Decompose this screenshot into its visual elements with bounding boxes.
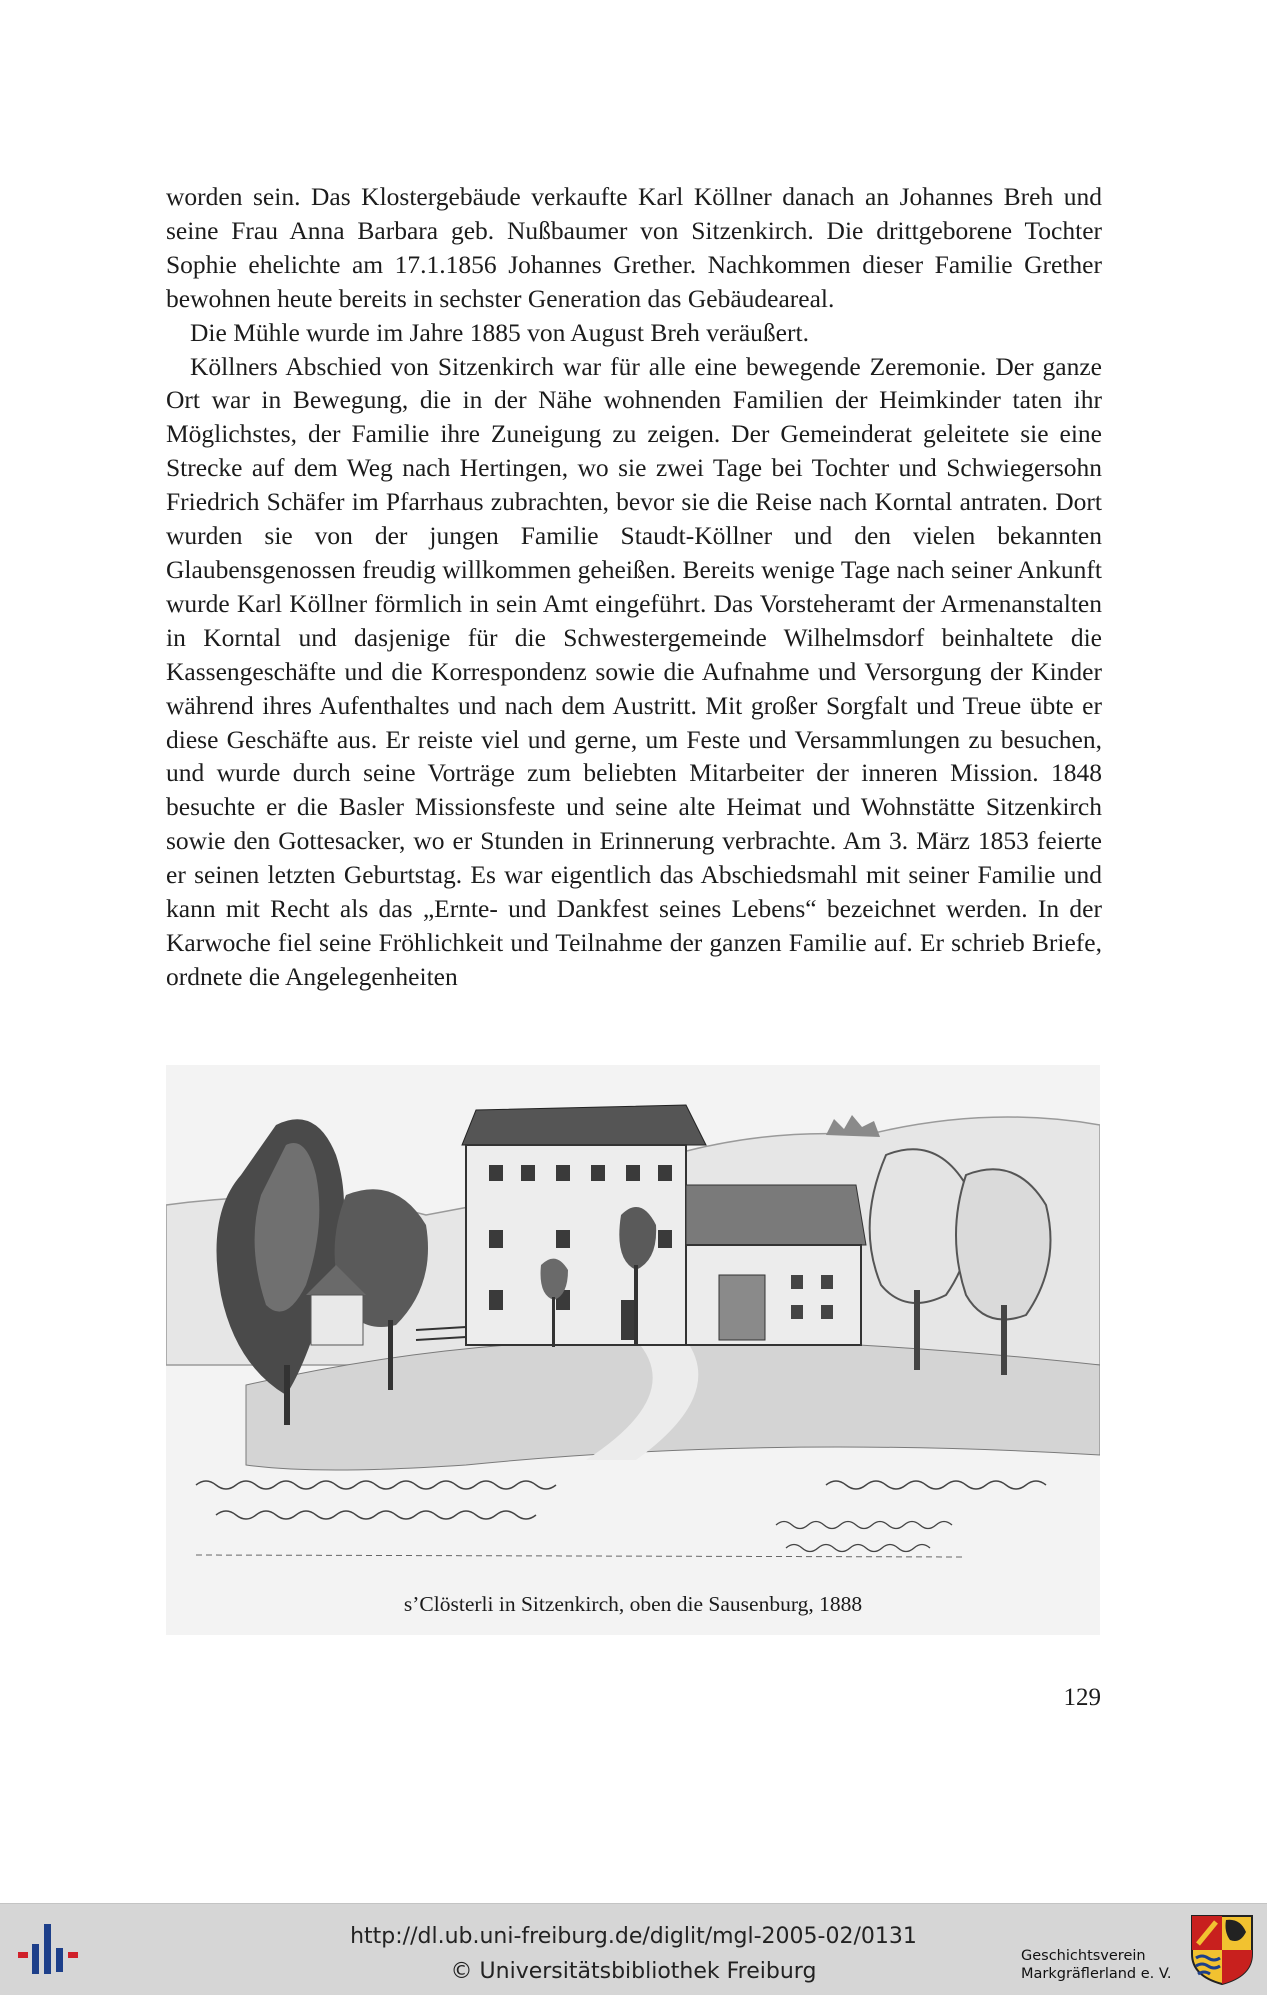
paragraph: worden sein. Das Klostergebäude verkaufte Karl Köllner danach an Johannes Breh und seine Frau Anna Barbara geb. Nußbaumer von Sitzenkirch. Die drittgeborene Tochter Sophie ehelichte am 17.1.1856 Johannes Grether. Nachkommen dieser Familie Grether bewohnen heute bereits in sechster Generation das Gebäudeareal. (166, 182, 1102, 313)
society-name-line1: Geschichtsverein (1021, 1948, 1146, 1964)
document-url-link[interactable]: http://dl.ub.uni-freiburg.de/diglit/mgl-2005-02/0131 (350, 1924, 917, 1949)
coat-of-arms-icon (1190, 1914, 1254, 1986)
figure-caption: s’Clösterli in Sitzenkirch, oben die Sausenburg, 1888 (403, 1592, 863, 1616)
page-number: 129 (1063, 1684, 1101, 1711)
copyright-text: © Universitätsbibliothek Freiburg (450, 1959, 817, 1984)
paragraph: Köllners Abschied von Sitzenkirch war für alle eine bewegende Zeremonie. Der ganze Ort war in Bewegung, die in der Nähe wohnenden Familien der Heimkinder taten ihr Möglichstes, der Familie ihre Zuneigung zu zeigen. Der Gemeinderat geleitete sie eine Strecke auf dem Weg nach Hertingen, wo sie zwei Tage bei Tochter und Schwiegersohn Friedrich Schäfer im Pfarrhaus zubrachten, bevor sie die Reise nach Korntal antraten. Dort wurden sie von der jungen Familie Staudt-Köllner und den vielen bekannten Glaubensgenossen freudig willkommen geheißen. Bereits wenige Tage nach seiner Ankunft wurde Karl Köllner förmlich in sein Amt eingeführt. Das Vorsteheramt der Armenanstalten in Korntal und dasjenige für die Schwestergemeinde Wilhelmsdorf beinhaltete die Kassengeschäfte und die Korrespondenz sowie die Aufnahme und Versorgung der Kinder während ihres Aufenthaltes und nach dem Austritt. Mit großer Sorgfalt und Treue übte er diese Geschäfte aus. Er reiste viel und gerne, um Feste und Versammlungen zu besuchen, und wurde durch seine Vorträge zum beliebten Mitarbeiter der inneren Mission. 1848 besuchte er die Basler Missionsfeste und seine alte Heimat und Wohnstätte Sitzenkirch sowie den Gottesacker, wo er Stunden in Erinnerung verbrachte. Am 3. März 1853 feierte er seinen letzten Geburtstag. Es war eigentlich das Abschiedsmahl mit seiner Familie und kann mit Recht als das „Ernte- und Dankfest seines Lebens“ bezeichnet werden. In der Karwoche fiel seine Fröhlichkeit und Teilnahme der ganzen Familie auf. Er schrieb Briefe, ordnete die Angelegenheiten (166, 351, 1102, 991)
paragraph: Die Mühle wurde im Jahre 1885 von August Breh veräußert. (190, 317, 809, 347)
illustration-figure (166, 1065, 1100, 1635)
body-text (166, 180, 1102, 994)
pencil-drawing-illustration (166, 1065, 1100, 1635)
footer-bar (0, 1903, 1267, 1995)
society-name (1021, 1947, 1172, 1983)
society-name-line2: Markgräflerland e. V. (1021, 1966, 1172, 1982)
